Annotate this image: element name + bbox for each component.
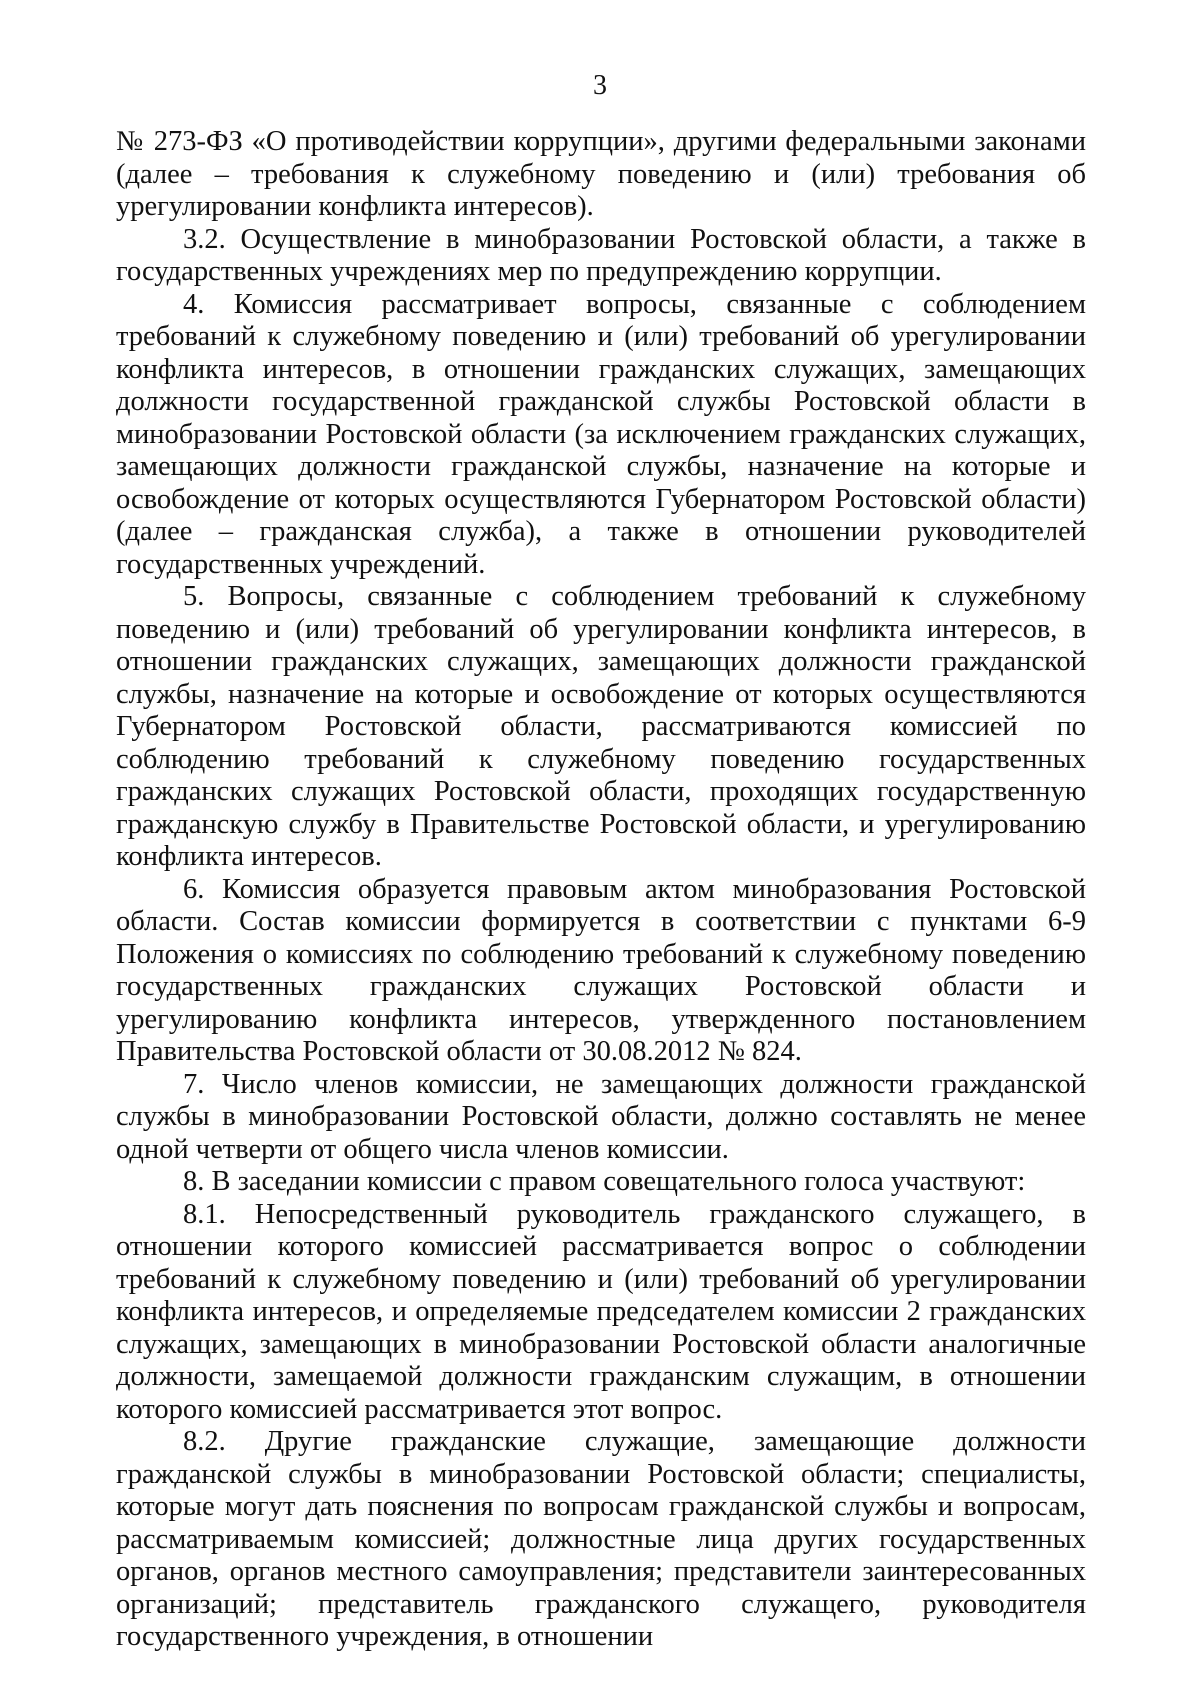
paragraph-6: 6. Комиссия образуется правовым актом минобразования Ростовской области. Состав комиссии формируется в соответствии с пунктами 6-9 Положения о комиссиях по соблюдению требований к служебному поведению государственных гражданских служащих Ростовской области и урегулированию конфликта интересов, утвержденного постановлением Правительства Ростовской области от 30.08.2012 № 824. [116, 873, 1086, 1067]
paragraph-8-1: 8.1. Непосредственный руководитель гражданского служащего, в отношении которого комиссией рассматривается вопрос о соблюдении требований к служебному поведению и (или) требований об урегулировании конфликта интересов, и определяемые председателем комиссии 2 гражданских служащих, замещающих в минобразовании Ростовской области аналогичные должности, замещаемой должности гражданским служащим, в отношении которого комиссией рассматривается этот вопрос. [116, 1198, 1086, 1425]
document-body [116, 126, 1086, 1654]
paragraph-3-2: 3.2. Осуществление в минобразовании Ростовской области, а также в государственных учреждениях мер по предупреждению коррупции. [116, 223, 1086, 287]
paragraph-continuation: № 273-ФЗ «О противодействии коррупции», другими федеральными законами (далее – требования к служебному поведению и (или) требования об урегулировании конфликта интересов). [116, 126, 1086, 222]
paragraph-5: 5. Вопросы, связанные с соблюдением требований к служебному поведению и (или) требований об урегулировании конфликта интересов, в отношении гражданских служащих, замещающих должности гражданской службы, назначение на которые и освобождение от которых осуществляются Губернатором Ростовской области, рассматриваются комиссией по соблюдению требований к служебному поведению государственных гражданских служащих Ростовской области, проходящих государственную гражданскую службу в Правительстве Ростовской области, и урегулированию конфликта интересов. [116, 581, 1086, 872]
page-number: 3 [593, 70, 607, 101]
paragraph-7: 7. Число членов комиссии, не замещающих должности гражданской службы в минобразовании Ростовской области, должно составлять не менее одной четверти от общего числа членов комиссии. [116, 1068, 1086, 1165]
paragraph-8-2: 8.2. Другие гражданские служащие, замещающие должности гражданской службы в минобразовании Ростовской области; специалисты, которые могут дать пояснения по вопросам гражданской службы и вопросам, рассматриваемым комиссией; должностные лица других государственных органов, органов местного самоуправления; представители заинтересованных организаций; представитель гражданского служащего, руководителя государственного учреждения, в отношении [116, 1426, 1086, 1652]
paragraph-4: 4. Комиссия рассматривает вопросы, связанные с соблюдением требований к служебному поведению и (или) требований об урегулировании конфликта интересов, в отношении гражданских служащих, замещающих должности государственной гражданской службы Ростовской области в минобразовании Ростовской области (за исключением гражданских служащих, замещающих должности гражданской службы, назначение на которые и освобождение от которых осуществляются Губернатором Ростовской области) (далее – гражданская служба), а также в отношении руководителей государственных учреждений. [116, 288, 1086, 580]
paragraph-8: 8. В заседании комиссии с правом совещательного голоса участвуют: [183, 1166, 1026, 1197]
